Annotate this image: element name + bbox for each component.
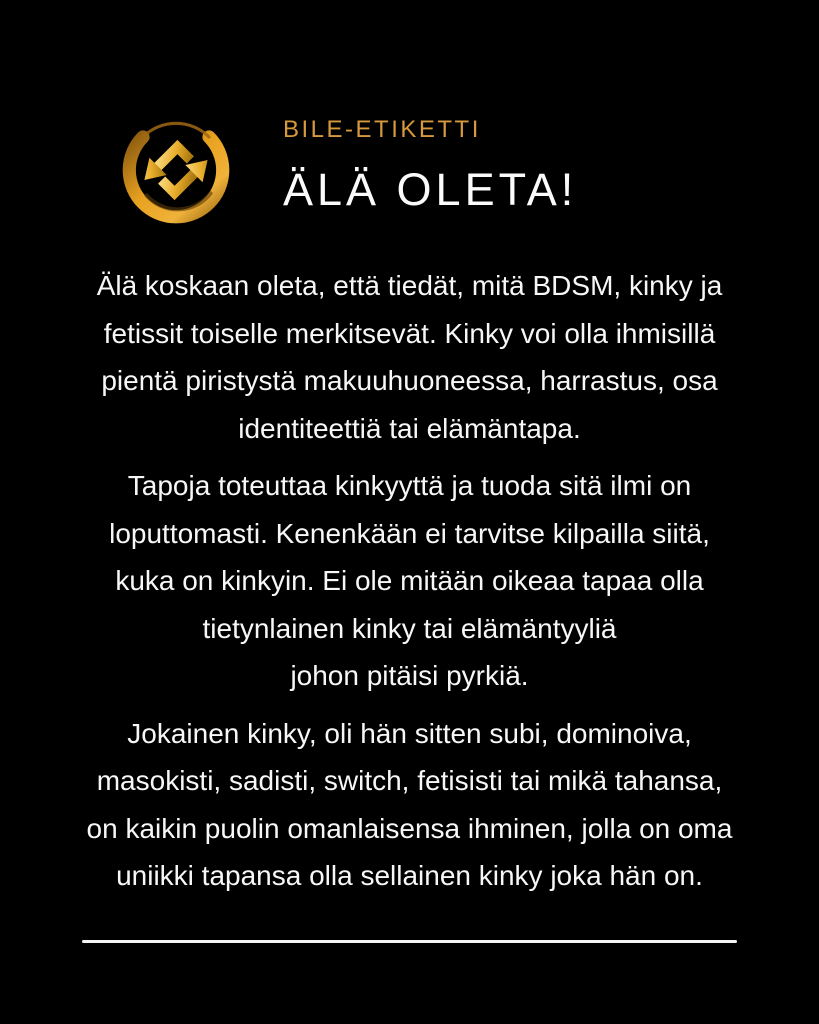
paragraph-line: masokisti, sadisti, switch, fetisisti tai mikä tahansa, — [96, 765, 723, 796]
paragraph-line: loputtomasti. Kenenkään ei tarvitse kilpailla siitä, — [109, 517, 710, 549]
paragraph-line: identiteettiä tai elämäntapa. — [238, 412, 581, 444]
body-copy — [0, 262, 819, 900]
paragraph-line: on kaikin puolin omanlaisensa ihminen, jolla on oma — [86, 812, 733, 844]
paragraph-line: kuka on kinkyin. Ei ole mitään oikeaa tapaa olla — [115, 565, 704, 596]
paragraph-line: Tapoja toteuttaa kinkyyttä ja tuoda sitä ilmi on — [127, 470, 692, 501]
paragraph-line: fetissit toiselle merkitsevät. Kinky voi olla ihmisillä — [103, 317, 716, 349]
brand-logo — [112, 106, 240, 234]
paragraph-line: tietynlainen kinky tai elämäntyyliä — [202, 612, 617, 644]
swap-arrows-brush-circle-icon — [112, 106, 240, 234]
paragraph-2 — [0, 462, 819, 700]
paragraph-3 — [0, 710, 819, 900]
page-title: ÄLÄ OLETA! — [283, 164, 578, 215]
footer-divider — [82, 940, 737, 943]
header — [283, 116, 577, 214]
paragraph-line: pientä piristystä makuuhuoneessa, harrastus, osa — [101, 365, 718, 396]
paragraph-line: uniikki tapansa olla sellainen kinky joka hän on. — [116, 860, 703, 891]
paragraph-line: Älä koskaan oleta, että tiedät, mitä BDSM, kinky ja — [96, 270, 723, 301]
paragraph-line: Jokainen kinky, oli hän sitten subi, dominoiva, — [127, 717, 692, 749]
paragraph-1 — [0, 262, 819, 452]
paragraph-line: johon pitäisi pyrkiä. — [290, 660, 529, 691]
kicker-text: BILE-ETIKETTI — [283, 116, 481, 143]
